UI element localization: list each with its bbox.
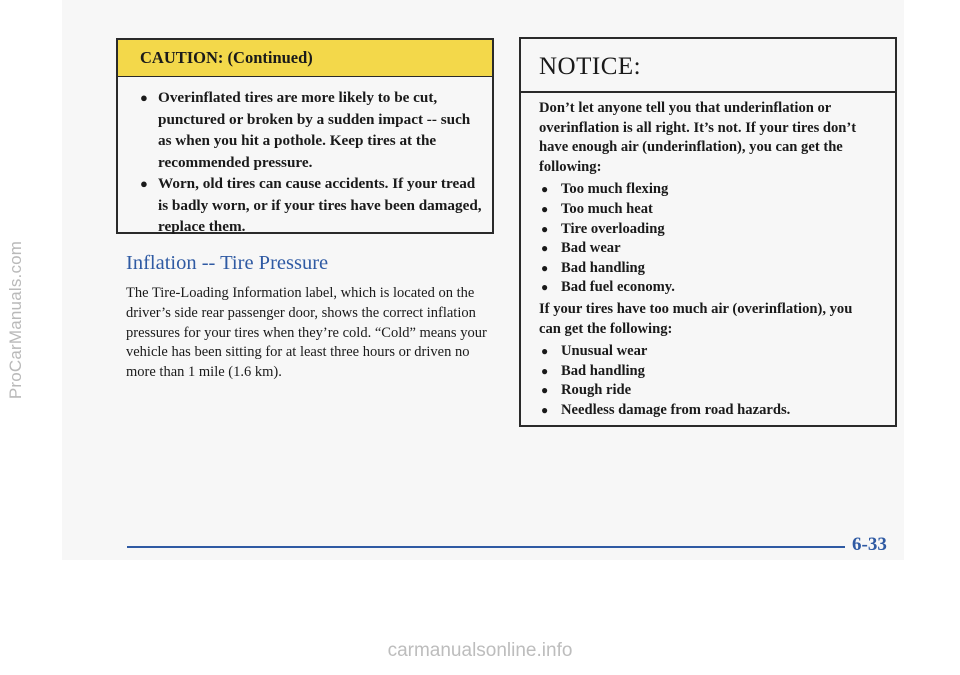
notice-over-intro: If your tires have too much air (overinflation), you can get the following: — [539, 300, 853, 337]
bullet-icon: ● — [140, 176, 148, 191]
list-item-text: Too much heat — [561, 200, 653, 217]
notice-header: NOTICE: — [521, 39, 895, 93]
notice-intro: Don’t let anyone tell you that underinflation or overinflation is all right. It’s not. If your tires don’t have enough air (underinflation), you can get the following: — [539, 100, 857, 175]
list-item-text: Too much flexing — [561, 181, 669, 198]
section-title: Inflation -- Tire Pressure — [126, 252, 329, 274]
caution-item — [136, 173, 482, 238]
list-item-text: Tire overloading — [561, 220, 665, 237]
overinflation-list — [539, 342, 877, 420]
list-item-text: Bad fuel economy. — [561, 279, 675, 296]
bullet-icon: ● — [541, 182, 549, 197]
footer-rule — [127, 546, 845, 548]
list-item-text: Bad handling — [561, 362, 645, 379]
bullet-icon: ● — [541, 344, 549, 359]
list-item-text: Unusual wear — [561, 343, 648, 360]
caution-item — [136, 87, 482, 173]
bullet-icon: ● — [541, 280, 549, 295]
page-number: 6-33 — [852, 534, 887, 555]
caution-box — [116, 38, 494, 234]
caution-list — [118, 87, 492, 238]
bullet-icon: ● — [541, 260, 549, 275]
side-watermark — [4, 80, 28, 560]
caution-item-text: Overinflated tires are more likely to be cut, punctured or broken by a sudden impact -- such as when you hit a pothole. Keep tires at the recommended pressure. — [158, 89, 471, 171]
list-item — [539, 180, 877, 200]
list-item — [539, 220, 877, 240]
list-item — [539, 381, 877, 401]
bullet-icon: ● — [541, 402, 549, 417]
list-item-text: Bad handling — [561, 259, 645, 276]
list-item — [539, 259, 877, 279]
list-item — [539, 239, 877, 259]
list-item — [539, 342, 877, 362]
list-item — [539, 200, 877, 220]
notice-box — [519, 37, 897, 427]
bullet-icon: ● — [541, 383, 549, 398]
bullet-icon: ● — [541, 363, 549, 378]
notice-content — [521, 93, 895, 421]
section-body: The Tire-Loading Information label, which is located on the driver’s side rear passenger door, shows the correct inflation pressures for your tires when they’re cold. “Cold” means your vehicle has been sitting for at least three hours or driven no more than 1 mile (1.6 km). — [126, 285, 487, 381]
caution-item-text: Worn, old tires can cause accidents. If your tread is badly worn, or if your tires have been damaged, replace them. — [158, 175, 482, 235]
list-item-text: Needless damage from road hazards. — [561, 401, 791, 418]
bullet-icon: ● — [541, 241, 549, 256]
list-item-text: Rough ride — [561, 382, 632, 399]
list-item-text: Bad wear — [561, 240, 621, 257]
bullet-icon: ● — [541, 221, 549, 236]
list-item — [539, 278, 877, 298]
list-item — [539, 401, 877, 421]
bullet-icon: ● — [541, 201, 549, 216]
underinflation-list — [539, 180, 877, 298]
list-item — [539, 362, 877, 382]
bullet-icon: ● — [140, 90, 148, 105]
bottom-watermark: carmanualsonline.info — [387, 640, 573, 661]
side-watermark-text: ProCarManuals.com — [6, 240, 25, 400]
caution-header: CAUTION: (Continued) — [118, 40, 492, 77]
